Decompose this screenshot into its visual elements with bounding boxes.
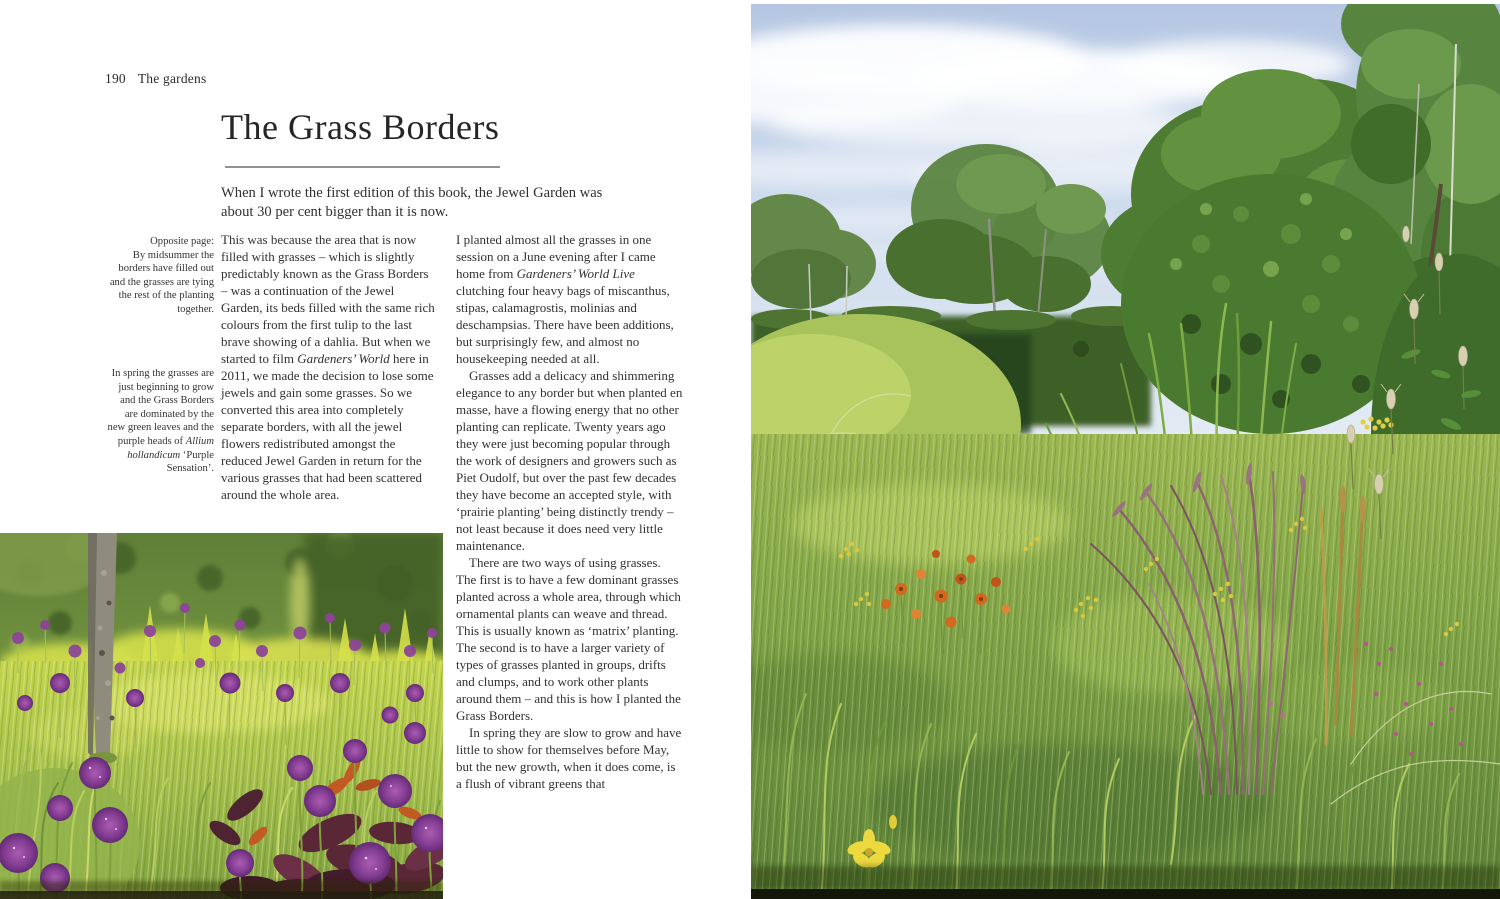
standfirst: When I wrote the first edition of this book, the Jewel Garden was about 30 per cent bigger than it is now. [221,185,603,220]
body-column-2 [456,231,683,792]
running-header [105,71,206,87]
body-column-1 [221,231,437,503]
caption-opposite-page: Opposite page: By midsummer the borders have filled out and the grasses are tying the rest of the planting together. [109,236,214,315]
allium-photo [0,533,443,899]
page-number: 190 [105,71,126,86]
bottom-shadow [0,881,443,899]
bottom-shadow [751,866,1500,899]
allium-photo-illustration [0,533,443,899]
title-rule [225,166,500,168]
grass-borders-photo [751,4,1500,899]
paragraph: In spring they are slow to grow and have little to show for themselves before May, but the new growth, when it does come, is a flush of vibrant greens that [456,725,682,791]
grass-borders-illustration [751,4,1500,899]
paragraph: This was because the area that is now filled with grasses – which is slightly predictably known as the Grass Borders – was a continuation of the Jewel Garden, its beds filled with the same rich colours from the first tulip to the last brave showing of a dahlia. But when we started to film Gardeners’ World here in 2011, we made the decision to lose some jewels and gain some grasses. So we converted this area into completely separate borders, with all the jewel flowers redistributed amongst the reduced Jewel Garden in return for the various grasses that had been scattered around the whole area. [221,232,435,502]
caption-in-spring: In spring the grasses are just beginning to grow and the Grass Borders are dominated by the new green leaves and the purple heads of Allium hollandicum ‘Purple Sensation’. [107,368,214,475]
paragraph: Grasses add a delicacy and shimmering elegance to any border but when planted en masse, have a flowing energy that no other planting can replicate. Twenty years ago they were just becoming popular through the work of designers and growers such as Piet Oudolf, but over the past few decades they have become an accepted style, with ‘prairie planting’ being distinctly trendy – not least because it does need very little maintenance. [456,368,683,553]
paragraph: I planted almost all the grasses in one session on a June evening after I came home from Gardeners’ World Live clutching four heavy bags of miscanthus, stipas, calamagrostis, molinias and deschampsias. There have been additions, but surprisingly few, and almost no housekeeping needed at all. [456,232,674,366]
section-title: The gardens [137,71,207,86]
paragraph: There are two ways of using grasses. The first is to have a few dominant grasses planted across a whole area, through which ornamental plants can weave and thread. This is usually known as ‘matrix’ planting. The second is to have a larger variety of types of grasses planted in groups, drifts and clumps, and to work other plants around them – and this is how I planted the Grass Borders. [456,555,681,723]
page-title: The Grass Borders [221,107,500,147]
meadow [751,434,1500,899]
